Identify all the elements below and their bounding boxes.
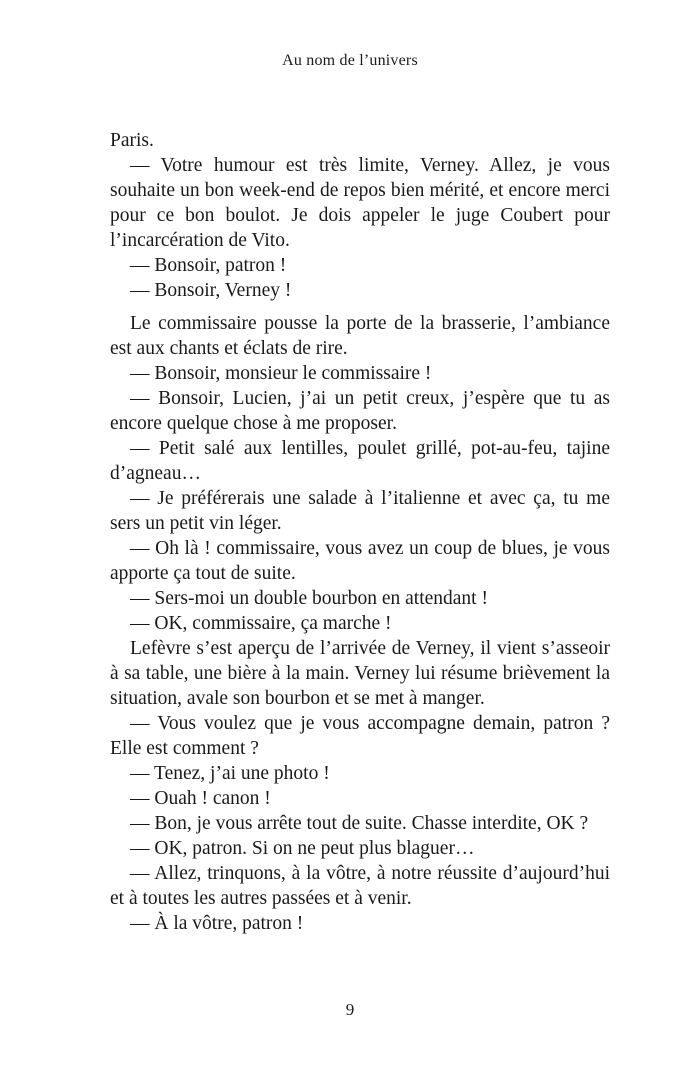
body-text bbox=[110, 128, 610, 936]
dialogue-line: — Oh là ! commissaire, vous avez un coup de blues, je vous apporte ça tout de suite. bbox=[110, 538, 610, 584]
dialogue-line: — Vous voulez que je vous accompagne demain, patron ? Elle est comment ? bbox=[110, 713, 610, 759]
dialogue-line: — Bonsoir, Lucien, j’ai un petit creux, j’espère que tu as encore quelque chose à me proposer. bbox=[110, 388, 610, 434]
dialogue-line: — Bon, je vous arrête tout de suite. Chasse interdite, OK ? bbox=[130, 813, 589, 834]
dialogue-line: — À la vôtre, patron ! bbox=[130, 913, 304, 934]
dialogue-line: — Tenez, j’ai une photo ! bbox=[130, 763, 330, 784]
dialogue-line: — Je préférerais une salade à l’italienne et avec ça, tu me sers un petit vin léger. bbox=[110, 488, 610, 534]
dialogue-line: — Allez, trinquons, à la vôtre, à notre réussite d’aujourd’hui et à toutes les autres passées et à venir. bbox=[110, 863, 610, 909]
dialogue-line: — Ouah ! canon ! bbox=[130, 788, 271, 809]
dialogue-line: — Petit salé aux lentilles, poulet grillé, pot-au-feu, tajine d’agneau… bbox=[110, 438, 610, 484]
paragraph: Lefèvre s’est aperçu de l’arrivée de Verney, il vient s’asseoir à sa table, une bière à la main. Verney lui résume brièvement la situation, avale son bourbon et se met à manger. bbox=[110, 638, 610, 709]
dialogue-line: — OK, patron. Si on ne peut plus blaguer… bbox=[130, 838, 475, 859]
running-title: Au nom de l’univers bbox=[282, 52, 418, 69]
dialogue-line: — Bonsoir, monsieur le commissaire ! bbox=[130, 363, 432, 384]
paragraph: Le commissaire pousse la porte de la brasserie, l’ambiance est aux chants et éclats de rire. bbox=[110, 313, 610, 359]
dialogue-line: — Bonsoir, patron ! bbox=[130, 255, 287, 276]
dialogue-line: — OK, commissaire, ça marche ! bbox=[130, 613, 392, 634]
dialogue-line: — Sers-moi un double bourbon en attendant ! bbox=[130, 588, 488, 609]
page-number: 9 bbox=[345, 1000, 355, 1019]
dialogue-line: — Votre humour est très limite, Verney. Allez, je vous souhaite un bon week-end de repos bien mérité, et encore merci pour ce bon boulot. Je dois appeler le juge Coubert pour l’incarcération de Vito. bbox=[110, 155, 610, 251]
paragraph: Paris. bbox=[110, 130, 154, 151]
dialogue-line: — Bonsoir, Verney ! bbox=[130, 280, 292, 301]
